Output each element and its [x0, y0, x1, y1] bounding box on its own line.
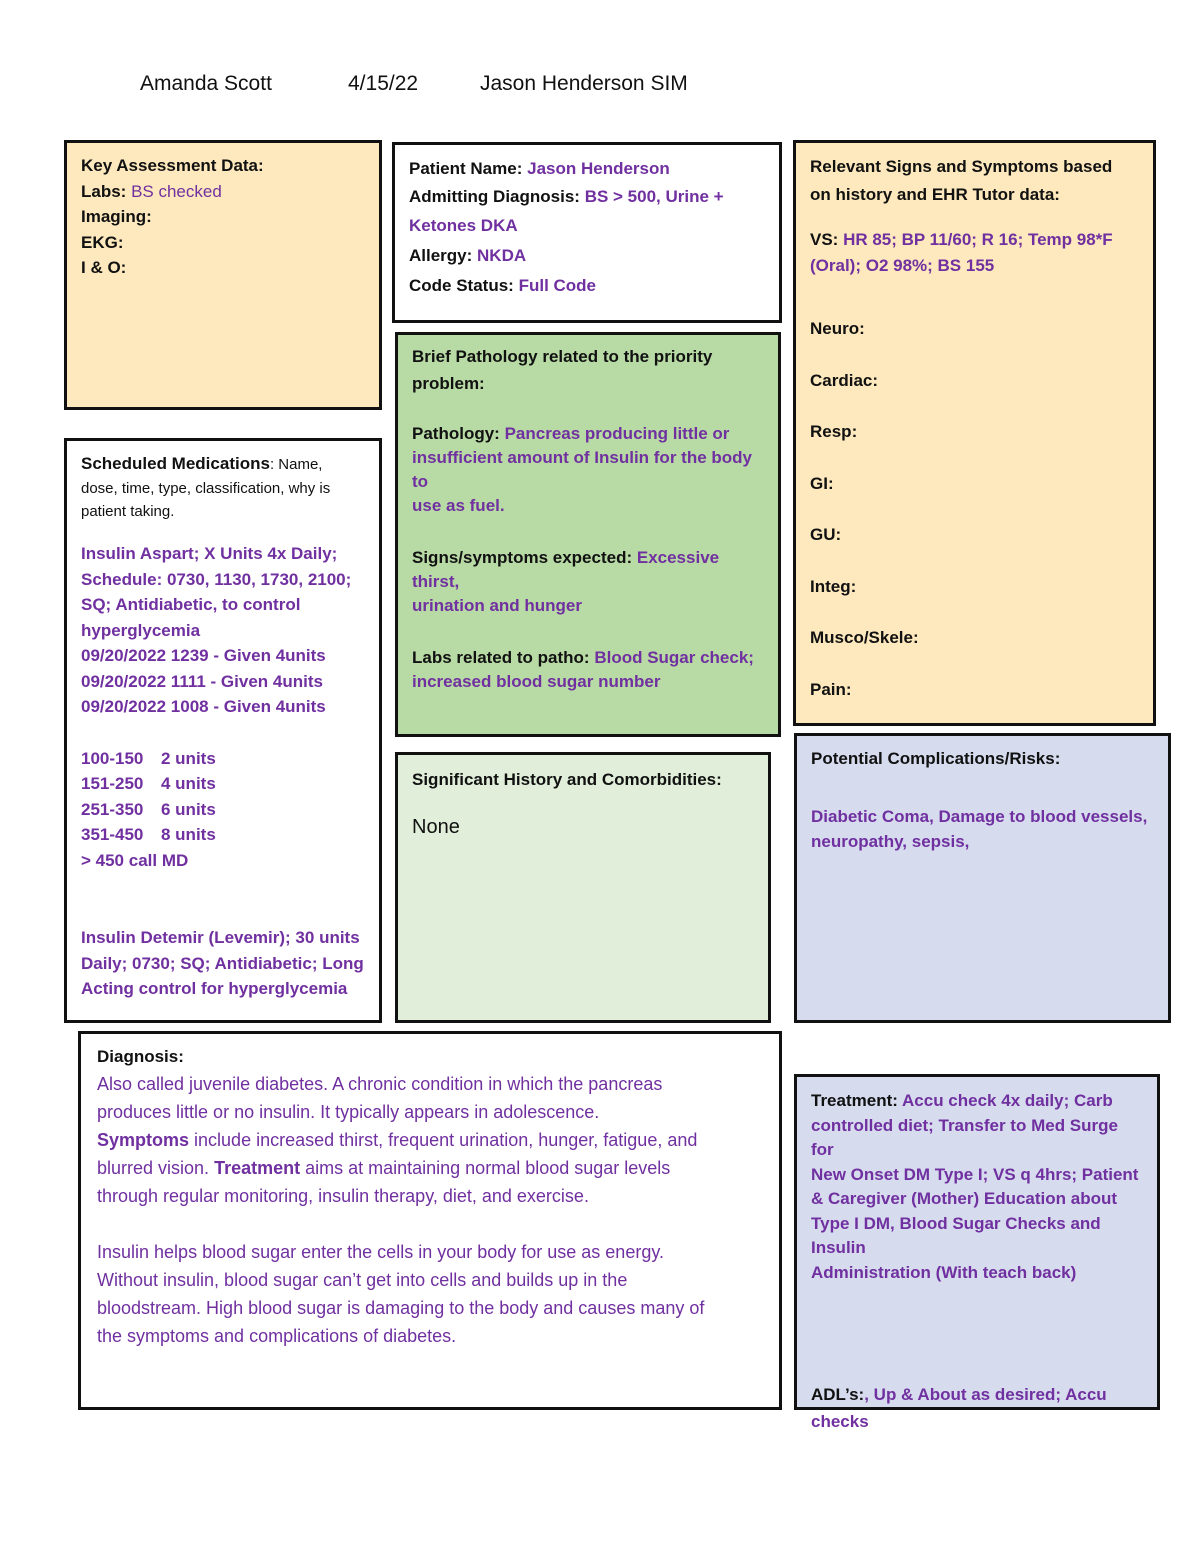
signs-expected-value: Excessive thirst, [412, 548, 720, 591]
key-assessment-title: Key Assessment Data: [81, 156, 264, 175]
scale-range: 351-450 [81, 825, 144, 844]
adl-value: , Up & About as desired; Accu [864, 1385, 1107, 1404]
diagnosis-line-4a: blurred vision. [97, 1158, 215, 1178]
patient-name-label: Patient Name: [409, 159, 523, 178]
insulin-line-2: Without insulin, blood sugar can’t get into cells and builds up in the [97, 1270, 628, 1290]
medications-desc: : Name, [269, 456, 323, 473]
history-value: None [412, 815, 460, 838]
scale-range: 251-350 [81, 799, 144, 819]
labs-patho-value-cont: increased blood sugar number [412, 672, 661, 691]
insulin-line-1: Insulin helps blood sugar enter the cells in your body for use as energy. [97, 1242, 664, 1262]
scale-row [81, 771, 365, 797]
scale-dose: 4 units [161, 774, 216, 793]
scale-row [81, 746, 365, 772]
gi-label: GI: [810, 473, 834, 493]
vs-value: HR 85; BP 11/60; R 16; Temp 98*F [843, 230, 1113, 249]
scale-range: 100-150 [81, 748, 144, 768]
signs-title: Relevant Signs and Symptoms based [810, 157, 1113, 176]
treatment-label: Treatment: [811, 1091, 898, 1110]
allergy-label: Allergy: [409, 246, 473, 265]
diagnosis-title: Diagnosis: [97, 1047, 184, 1066]
vs-label: VS: [810, 230, 839, 249]
complications-value: Diabetic Coma, Damage to blood vessels, [811, 806, 1148, 826]
treatment-inline-label: Treatment [214, 1158, 301, 1178]
aspart-line-1: Insulin Aspart; X Units 4x Daily; [81, 544, 338, 563]
pathology-box [395, 332, 781, 737]
cardiac-label: Cardiac: [810, 370, 879, 390]
complications-title: Potential Complications/Risks: [811, 749, 1061, 768]
vs-value-cont: (Oral); O2 98%; BS 155 [810, 255, 995, 275]
aspart-line-3: SQ; Antidiabetic, to control [81, 595, 301, 614]
medications-desc-cont: dose, time, type, classification, why is [81, 480, 331, 497]
insulin-line-3: bloodstream. High blood sugar is damaging to the body and causes many of [97, 1298, 705, 1318]
scale-dose: 8 units [161, 825, 216, 844]
signs-symptoms-box [793, 140, 1156, 726]
student-name: Amanda Scott [140, 72, 272, 95]
treatment-line-1: Accu check 4x daily; Carb [897, 1091, 1113, 1110]
code-status-label: Code Status: [409, 276, 514, 295]
aspart-given-1: 09/20/2022 1239 - Given 4units [81, 646, 326, 665]
header-date: 4/15/22 [348, 72, 419, 95]
detemir-line-2: Daily; 0730; SQ; Antidiabetic; Long [81, 953, 364, 973]
history-title: Significant History and Comorbidities: [412, 770, 722, 789]
key-assessment-box [64, 140, 382, 410]
labs-label: Labs: [81, 181, 127, 201]
aspart-line-4: hyperglycemia [81, 620, 201, 640]
diagnosis-line-2: produces little or no insulin. It typically appears in adolescence. [97, 1102, 600, 1122]
pathology-value-end: use as fuel. [412, 496, 505, 515]
scale-row [81, 822, 365, 848]
scale-over: > 450 call MD [81, 850, 189, 870]
imaging-label: Imaging: [81, 207, 152, 226]
complications-value-cont: neuropathy, sepsis, [811, 832, 970, 851]
insulin-line-4: the symptoms and complications of diabetes. [97, 1326, 457, 1346]
scale-dose: 6 units [161, 799, 216, 819]
labs-patho-label: Labs related to patho: [412, 648, 590, 667]
medications-box [64, 438, 382, 1023]
pathology-title: Brief Pathology related to the priority [412, 347, 713, 366]
diagnosis-box [78, 1031, 782, 1410]
admitting-diagnosis-value-cont: Ketones DKA [409, 216, 518, 235]
adl-label: ADL’s: [811, 1385, 865, 1404]
signs-title-cont: on history and EHR Tutor data: [810, 185, 1060, 204]
integ-label: Integ: [810, 576, 857, 596]
aspart-given-3: 09/20/2022 1008 - Given 4units [81, 697, 326, 716]
gu-label: GU: [810, 525, 842, 544]
code-status-value: Full Code [518, 276, 597, 295]
musco-skele-label: Musco/Skele: [810, 628, 919, 647]
labs-patho-value: Blood Sugar check; [594, 648, 754, 667]
scale-row [81, 797, 365, 823]
scale-dose: 2 units [161, 748, 216, 768]
signs-expected-label: Signs/symptoms expected: [412, 548, 633, 567]
scale-range: 151-250 [81, 774, 144, 793]
allergy-value: NKDA [477, 246, 527, 265]
treatment-box [794, 1074, 1160, 1431]
complications-box [794, 733, 1171, 1023]
aspart-given-2: 09/20/2022 1111 - Given 4units [81, 671, 323, 691]
pain-label: Pain: [810, 679, 852, 699]
treatment-line-4: & Caregiver (Mother) Education about [811, 1189, 1118, 1208]
symptoms-label: Symptoms [97, 1130, 190, 1150]
pathology-label: Pathology: [412, 424, 500, 443]
adl-value-cont: checks [811, 1412, 869, 1431]
resp-label: Resp: [810, 422, 858, 441]
medications-desc-end: patient taking. [81, 503, 175, 520]
admitting-diagnosis-label: Admitting Diagnosis: [409, 187, 580, 206]
sim-title: Jason Henderson SIM [480, 72, 688, 95]
treatment-line-3: New Onset DM Type I; VS q 4hrs; Patient [811, 1164, 1139, 1184]
diagnosis-line-3: include increased thirst, frequent urination, hunger, fatigue, and [189, 1130, 698, 1150]
pathology-value: Pancreas producing little or [504, 424, 730, 443]
history-box [395, 752, 771, 1023]
pathology-value-cont: insufficient amount of Insulin for the body to [412, 448, 752, 491]
treatment-line-5: Type I DM, Blood Sugar Checks and Insulin [811, 1213, 1101, 1257]
neuro-label: Neuro: [810, 319, 865, 338]
signs-expected-value-cont: urination and hunger [412, 596, 582, 615]
detemir-line-3: Acting control for hyperglycemia [81, 979, 348, 998]
diagnosis-line-1: Also called juvenile diabetes. A chronic condition in which the pancreas [97, 1074, 663, 1094]
io-label: I & O: [81, 258, 127, 277]
aspart-line-2: Schedule: 0730, 1130, 1730, 2100; [81, 569, 352, 589]
treatment-line-2: controlled diet; Transfer to Med Surge for [811, 1115, 1118, 1159]
medications-title: Scheduled Medications [81, 454, 270, 473]
patient-name-value: Jason Henderson [527, 159, 670, 178]
patient-info-box [392, 142, 782, 323]
labs-value: BS checked [131, 181, 222, 201]
diagnosis-line-4b: aims at maintaining normal blood sugar levels [300, 1158, 671, 1178]
admitting-diagnosis-value: BS > 500, Urine + [584, 187, 724, 206]
diagnosis-line-5: through regular monitoring, insulin therapy, diet, and exercise. [97, 1186, 589, 1206]
treatment-line-6: Administration (With teach back) [811, 1262, 1077, 1282]
detemir-line-1: Insulin Detemir (Levemir); 30 units [81, 928, 360, 947]
pathology-title-cont: problem: [412, 374, 485, 393]
ekg-label: EKG: [81, 232, 124, 252]
